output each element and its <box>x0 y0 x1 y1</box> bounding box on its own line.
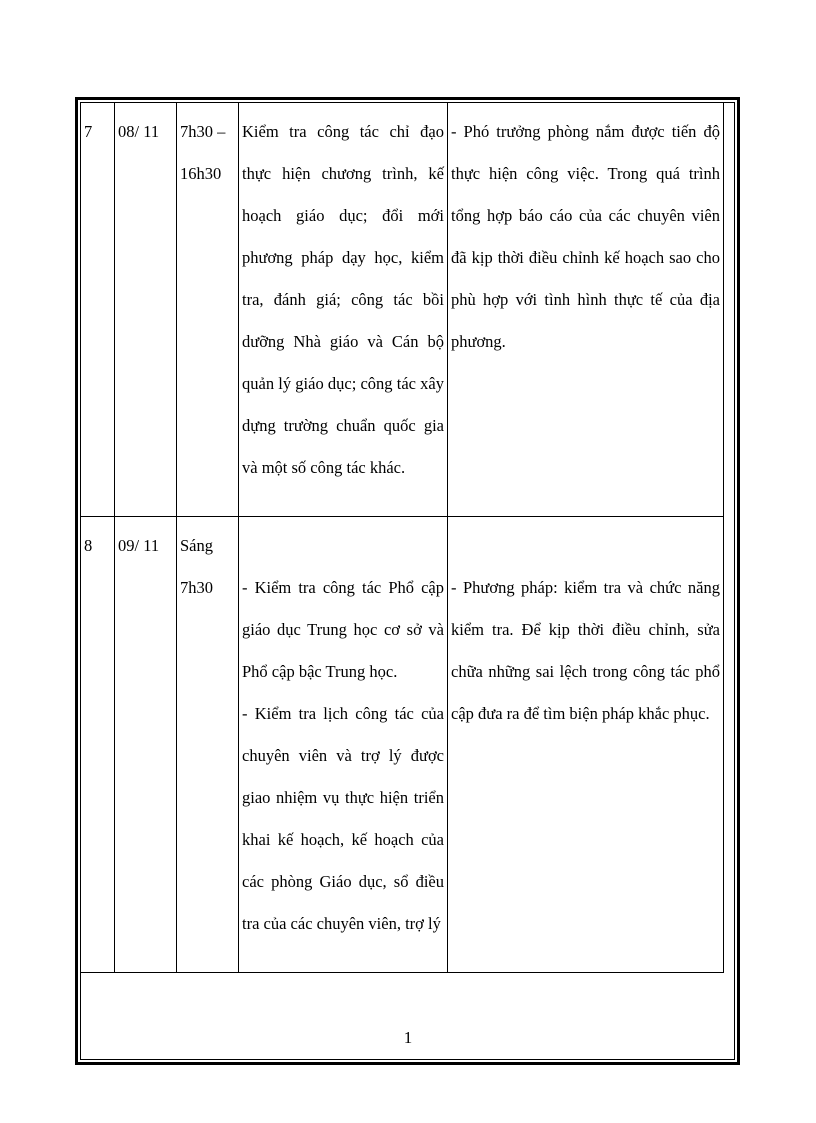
activity-paragraph: Kiểm tra công tác chỉ đạo thực hiện chương trình, kế hoạch giáo dục; đổi mới phương pháp dạy học, kiểm tra, đánh giá; công tác bồi dưỡng Nhà giáo và Cán bộ quản lý giáo dục; công tác xây dựng trường chuẩn quốc gia và một số công tác khác. <box>242 122 444 477</box>
activity-paragraph: - Kiểm tra công tác Phổ cập giáo dục Trung học cơ sở và Phổ cập bậc Trung học. <box>242 578 444 681</box>
row-date: 09/ 11 <box>115 517 177 973</box>
result-paragraph: - Phó trưởng phòng nắm được tiến độ thực hiện công việc. Trong quá trình tổng hợp báo cáo của các chuyên viên đã kịp thời điều chỉnh kế hoạch sao cho phù hợp với tình hình thực tế của địa phương. <box>451 122 720 351</box>
table-row <box>81 103 724 517</box>
row-date: 08/ 11 <box>115 103 177 517</box>
row-activity <box>239 103 448 517</box>
row-activity <box>239 517 448 973</box>
activity-paragraph: - Kiểm tra lịch công tác của chuyên viên và trợ lý được giao nhiệm vụ thực hiện triển khai kế hoạch, kế hoạch của các phòng Giáo dục, sổ điều tra của các chuyên viên, trợ lý <box>242 704 444 933</box>
page-number: 1 <box>403 1028 413 1047</box>
row-time: 7h30 – 16h30 <box>177 103 239 517</box>
row-number: 8 <box>81 517 115 973</box>
row-result <box>448 517 724 973</box>
table-row <box>81 517 724 973</box>
row-result <box>448 103 724 517</box>
row-time: Sáng 7h30 <box>177 517 239 973</box>
row-number: 7 <box>81 103 115 517</box>
schedule-table <box>80 102 724 973</box>
result-paragraph: - Phương pháp: kiểm tra và chức năng kiểm tra. Để kịp thời điều chỉnh, sửa chữa những sai lệch trong công tác phổ cập đưa ra để tìm biện pháp khắc phục. <box>451 578 720 723</box>
